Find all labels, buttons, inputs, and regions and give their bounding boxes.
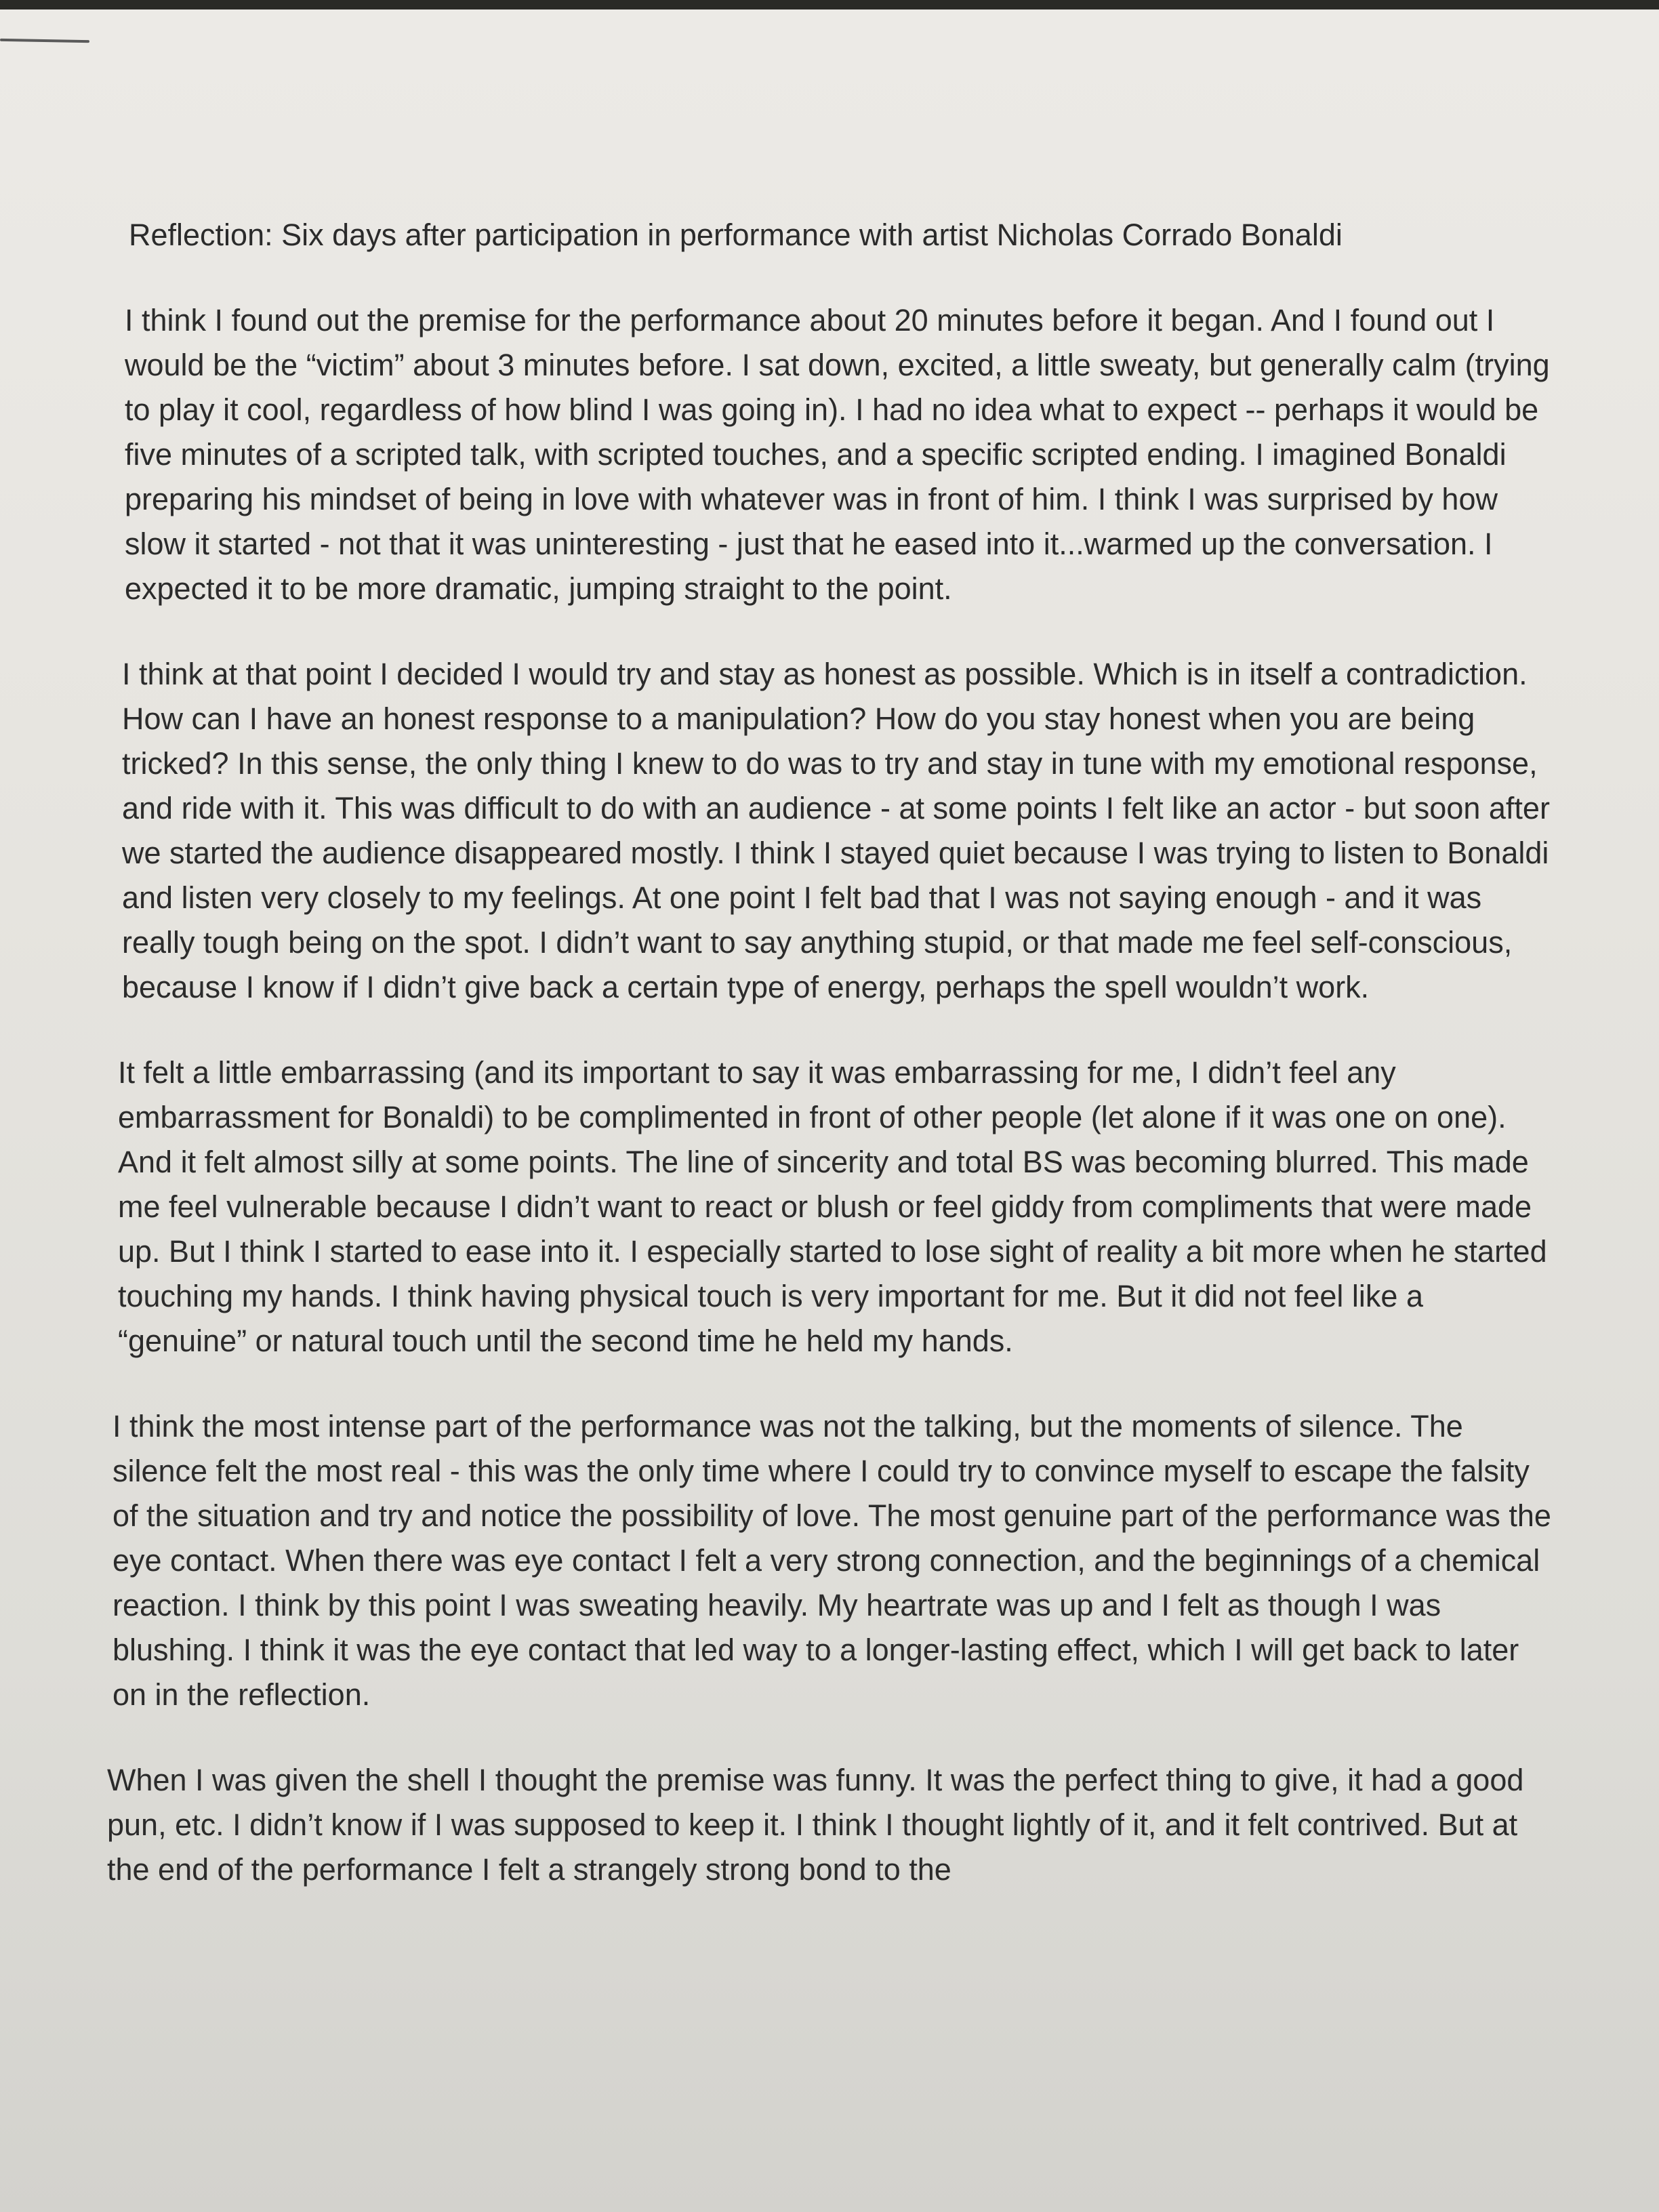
paragraph-1: I think I found out the premise for the performance about 20 minutes before it began. And I found out I would be the “victim” about 3 minutes before. I sat down, excited, a little sweaty, but generally calm (trying to play it cool, regardless of how blind I was going in). I had no idea what to expect -- perhaps it would be five minutes of a scripted talk, with scripted touches, and a specific scripted ending. I imagined Bonaldi preparing his mindset of being in love with whatever was in front of him. I think I was surprised by how slow it started - not that it was uninteresting - just that he eased into it...warmed up the conversation. I expected it to be more dramatic, jumping straight to the point.: [125, 303, 1550, 606]
document-body: [102, 213, 1552, 1892]
document-title: Reflection: Six days after participation in performance with artist Nicholas Corrado Bonaldi: [129, 218, 1343, 252]
paper-page: [0, 9, 1659, 2212]
paragraph-3: It felt a little embarrassing (and its important to say it was embarrassing for me, I didn’t feel any embarrassment for Bonaldi) to be complimented in front of other people (let alone if it was one on one). And it felt almost silly at some points. The line of sincerity and total BS was becoming blurred. This made me feel vulnerable because I didn’t want to react or blush or feel giddy from compliments that were made up. But I think I started to ease into it. I especially started to lose sight of reality a bit more when he started touching my hands. I think having physical touch is very important for me. But it did not feel like a “genuine” or natural touch until the second time he held my hands.: [118, 1055, 1547, 1358]
paragraph-4: I think the most intense part of the performance was not the talking, but the moments of silence. The silence felt the most real - this was the only time where I could try to convince myself to escape the falsity of the situation and try and notice the possibility of love. The most genuine part of the performance was the eye contact. When there was eye contact I felt a very strong connection, and the beginnings of a chemical reaction. I think by this point I was sweating heavily. My heartrate was up and I felt as though I was blushing. I think it was the eye contact that led way to a longer-lasting effect, which I will get back to later on in the reflection.: [112, 1409, 1551, 1712]
paragraph-5: When I was given the shell I thought the premise was funny. It was the perfect thing to give, it had a good pun, etc. I didn’t know if I was supposed to keep it. I think I thought lightly of it, and it felt contrived. But at the end of the performance I felt a strangely strong bond to the: [107, 1763, 1524, 1887]
pen-mark: [0, 39, 89, 43]
paragraph-2: I think at that point I decided I would try and stay as honest as possible. Which is in itself a contradiction. How can I have an honest response to a manipulation? How do you stay honest when you are being tricked? In this sense, the only thing I knew to do was to try and stay in tune with my emotional response, and ride with it. This was difficult to do with an audience - at some points I felt like an actor - but soon after we started the audience disappeared mostly. I think I stayed quiet because I was trying to listen to Bonaldi and listen very closely to my feelings. At one point I felt bad that I was not saying enough - and it was really tough being on the spot. I didn’t want to say anything stupid, or that made me feel self-conscious, because I know if I didn’t give back a certain type of energy, perhaps the spell wouldn’t work.: [122, 657, 1550, 1004]
